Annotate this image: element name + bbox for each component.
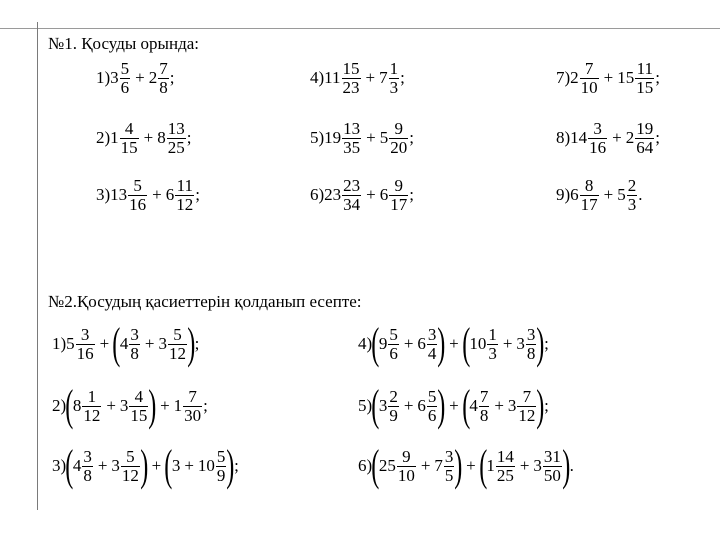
whole: 15	[617, 68, 635, 88]
plus-sign: +	[366, 128, 376, 148]
terminator: ;	[409, 128, 414, 148]
numerator: 7	[479, 386, 489, 406]
plus-sign: +	[143, 128, 154, 148]
numerator: 3	[80, 324, 90, 344]
whole: 5	[66, 334, 75, 353]
fraction	[129, 326, 140, 363]
denominator: 30	[184, 405, 202, 425]
fraction	[342, 60, 361, 97]
fraction	[120, 60, 131, 97]
fraction	[526, 326, 537, 363]
fraction	[389, 120, 408, 157]
numerator: 1	[87, 386, 97, 406]
mixed-number	[380, 120, 410, 157]
fraction	[479, 388, 490, 425]
mixed-number	[516, 326, 537, 363]
item-label: 4)	[310, 68, 325, 88]
right-paren: )	[437, 381, 446, 430]
numerator: 11	[176, 176, 193, 195]
whole: 2	[570, 68, 579, 88]
plus-sign: +	[106, 396, 116, 415]
fraction	[580, 60, 599, 97]
left-paren: (	[461, 319, 471, 368]
mixed-number	[469, 388, 490, 425]
mixed-number	[120, 388, 150, 425]
left-paren: (	[371, 319, 380, 368]
fraction	[588, 120, 607, 157]
whole: 3	[111, 456, 120, 475]
denominator: 35	[343, 137, 361, 157]
terminator: ;	[544, 396, 549, 415]
plus-sign: +	[519, 456, 530, 475]
whole: 3	[516, 334, 525, 353]
ex1-item-9	[556, 177, 643, 214]
whole: 10	[469, 334, 487, 353]
ex2-item-3	[52, 441, 239, 490]
terminator: .	[569, 456, 574, 475]
left-paren: (	[371, 441, 380, 490]
whole: 3	[158, 334, 168, 353]
numerator: 7	[584, 59, 594, 78]
fraction	[543, 448, 562, 485]
mixed-number	[379, 388, 400, 425]
numerator: 13	[167, 119, 185, 138]
mixed-number	[417, 326, 438, 363]
numerator: 5	[216, 446, 226, 466]
denominator: 12	[518, 405, 536, 425]
left-paren: (	[478, 441, 488, 490]
fraction	[389, 60, 400, 97]
mixed-number	[434, 448, 455, 485]
denominator: 8	[130, 343, 139, 363]
terminator: ;	[655, 68, 660, 88]
denominator: 3	[389, 77, 399, 97]
item-label: 7)	[556, 68, 571, 88]
mixed-number	[120, 326, 141, 363]
plus-sign: +	[420, 456, 431, 475]
mixed-number	[379, 448, 417, 485]
mixed-number	[159, 326, 189, 363]
numerator: 7	[159, 59, 168, 78]
mixed-number	[533, 448, 563, 485]
numerator: 14	[496, 446, 514, 466]
right-paren: )	[536, 319, 545, 368]
terminator: ;	[186, 128, 192, 148]
denominator: 25	[496, 465, 514, 485]
whole: 5	[617, 185, 626, 205]
whole: 8	[157, 128, 166, 148]
item-label: 5)	[358, 396, 373, 415]
item-label: 4)	[358, 334, 373, 353]
exercise-1-heading: №1. Қосуды орында:	[48, 34, 199, 53]
ex2-item-2	[52, 381, 208, 430]
item-label: 1)	[52, 334, 67, 353]
mixed-number	[570, 177, 600, 214]
denominator: 6	[389, 343, 398, 363]
mixed-number	[111, 448, 141, 485]
fraction	[175, 177, 194, 214]
right-paren: )	[140, 441, 149, 490]
numerator: 3	[130, 324, 139, 344]
terminator: ;	[234, 456, 239, 475]
numerator: 3	[444, 446, 454, 466]
ex1-item-6	[310, 177, 414, 214]
whole: 25	[378, 456, 396, 475]
mixed-number	[324, 60, 361, 97]
fraction	[342, 177, 361, 214]
mixed-number	[570, 120, 608, 157]
mixed-number	[379, 326, 400, 363]
denominator: 8	[479, 405, 489, 425]
ex1-item-1	[96, 60, 175, 97]
mixed-number	[380, 177, 410, 214]
whole: 1	[110, 128, 119, 148]
numerator: 19	[636, 119, 654, 138]
whole: 7	[379, 68, 388, 88]
mixed-number	[73, 448, 94, 485]
item-label: 8)	[556, 128, 571, 148]
denominator: 12	[169, 343, 187, 363]
numerator: 4	[134, 386, 144, 406]
ex1-item-7	[556, 60, 660, 97]
denominator: 8	[159, 77, 168, 97]
plus-sign: +	[144, 334, 155, 353]
item-label: 6)	[358, 456, 373, 475]
numerator: 2	[627, 176, 637, 195]
right-paren: )	[148, 381, 157, 430]
denominator: 12	[176, 194, 194, 214]
plus-sign: +	[403, 396, 414, 415]
exercise-2-heading: №2.Қосудың қасиеттерін қолданып есепте:	[48, 292, 362, 311]
fraction	[635, 60, 654, 97]
plus-sign: +	[403, 334, 414, 353]
terminator: ;	[194, 334, 200, 353]
left-paren: (	[164, 441, 173, 490]
fraction	[128, 177, 147, 214]
denominator: 12	[83, 405, 101, 425]
numerator: 1	[389, 59, 399, 78]
mixed-number	[110, 120, 140, 157]
denominator: 10	[580, 77, 598, 97]
mixed-number	[617, 177, 638, 214]
mixed-number	[417, 388, 438, 425]
ex1-item-2	[96, 120, 192, 157]
mixed-number	[617, 60, 655, 97]
whole: 10	[197, 456, 215, 475]
numerator: 3	[526, 324, 536, 344]
mixed-number	[570, 60, 600, 97]
mixed-number	[626, 120, 656, 157]
denominator: 34	[343, 194, 361, 214]
denominator: 23	[342, 77, 360, 97]
numerator: 31	[543, 446, 561, 466]
whole: 3	[110, 68, 119, 88]
denominator: 15	[120, 137, 138, 157]
plus-sign: +	[160, 396, 170, 415]
fraction	[397, 448, 416, 485]
denominator: 10	[397, 465, 415, 485]
plus-sign: +	[494, 396, 504, 415]
whole: 1	[486, 456, 495, 475]
numerator: 5	[389, 324, 398, 344]
whole: 8	[72, 396, 82, 415]
denominator: 15	[130, 405, 148, 425]
left-paren: (	[461, 381, 471, 430]
mixed-number	[469, 326, 499, 363]
numerator: 7	[522, 386, 532, 406]
mixed-number	[486, 448, 516, 485]
mixed-number	[198, 448, 228, 485]
fraction	[216, 448, 227, 485]
ex2-item-6	[358, 441, 574, 490]
denominator: 64	[636, 137, 654, 157]
ex2-item-4	[358, 319, 549, 368]
numerator: 23	[343, 176, 361, 195]
right-paren: )	[454, 441, 463, 490]
fraction	[389, 177, 408, 214]
ex1-item-8	[556, 120, 660, 157]
item-label: 6)	[310, 185, 325, 205]
plus-sign: +	[135, 68, 145, 88]
whole: 13	[110, 185, 128, 205]
fraction	[76, 326, 95, 363]
terminator: ;	[195, 185, 200, 205]
fraction	[120, 120, 139, 157]
fraction	[444, 448, 455, 485]
numerator: 15	[342, 59, 360, 78]
fraction	[388, 326, 399, 363]
ex1-item-5	[310, 120, 414, 157]
whole: 3	[507, 396, 517, 415]
terminator: ;	[400, 68, 405, 88]
plus-sign: +	[466, 456, 476, 475]
item-label: 3)	[52, 456, 67, 475]
whole: 2	[625, 128, 635, 148]
numerator: 9	[394, 176, 404, 195]
item-label: 2)	[96, 128, 111, 148]
fraction	[580, 177, 599, 214]
right-paren: )	[536, 381, 545, 430]
plus-sign: +	[365, 68, 376, 88]
plus-sign: +	[603, 68, 614, 88]
numerator: 3	[83, 446, 92, 466]
denominator: 20	[390, 137, 408, 157]
left-paren: (	[371, 381, 380, 430]
numerator: 5	[120, 59, 130, 78]
whole: 7	[434, 456, 443, 475]
numerator: 3	[427, 324, 437, 344]
numerator: 5	[126, 446, 135, 466]
fraction	[427, 388, 438, 425]
plus-sign: +	[151, 456, 162, 475]
whole: 3	[378, 396, 388, 415]
ex1-item-3	[96, 177, 200, 214]
mixed-number	[110, 60, 131, 97]
fraction	[121, 448, 140, 485]
mixed-number	[324, 120, 362, 157]
whole: 2	[148, 68, 158, 88]
fraction	[342, 120, 361, 157]
whole: 4	[72, 456, 82, 475]
ex2-item-1	[52, 319, 200, 368]
numerator: 5	[173, 324, 182, 344]
plus-sign: +	[152, 185, 162, 205]
terminator: ;	[544, 334, 549, 353]
item-label: 3)	[96, 185, 111, 205]
plus-sign: +	[612, 128, 622, 148]
whole: 23	[324, 185, 342, 205]
denominator: 3	[488, 343, 497, 363]
top-rule	[0, 28, 720, 29]
denominator: 25	[167, 137, 185, 157]
item-label: 9)	[556, 185, 571, 205]
right-paren: )	[226, 441, 235, 490]
whole: 6	[165, 185, 175, 205]
whole: 6	[379, 185, 389, 205]
whole: 6	[570, 185, 579, 205]
whole-number: 3	[171, 456, 181, 475]
fraction	[517, 388, 536, 425]
left-paren: (	[65, 381, 74, 430]
whole: 3	[119, 396, 129, 415]
numerator: 11	[636, 59, 653, 78]
whole: 11	[324, 68, 341, 88]
plus-sign: +	[449, 396, 459, 415]
terminator: ;	[169, 68, 175, 88]
mixed-number	[174, 388, 204, 425]
denominator: 8	[83, 465, 92, 485]
denominator: 5	[444, 465, 454, 485]
whole: 19	[324, 128, 342, 148]
whole: 6	[417, 396, 426, 415]
denominator: 16	[76, 343, 94, 363]
numerator: 8	[584, 176, 594, 195]
left-paren: (	[65, 441, 74, 490]
whole: 1	[173, 396, 183, 415]
fraction	[167, 120, 186, 157]
item-label: 2)	[52, 396, 67, 415]
denominator: 6	[120, 77, 130, 97]
numerator: 1	[488, 324, 497, 344]
left-margin-rule	[37, 22, 38, 510]
numerator: 5	[427, 386, 437, 406]
whole: 6	[417, 334, 426, 353]
denominator: 17	[390, 194, 408, 214]
ex2-item-5	[358, 381, 549, 430]
denominator: 3	[627, 194, 637, 214]
numerator: 4	[124, 119, 134, 138]
item-label: 1)	[96, 68, 111, 88]
denominator: 15	[636, 77, 654, 97]
plus-sign: +	[449, 334, 459, 353]
fraction	[168, 326, 187, 363]
fraction	[158, 60, 169, 97]
fraction	[183, 388, 202, 425]
whole: 4	[119, 334, 129, 353]
mixed-number	[157, 120, 187, 157]
denominator: 8	[526, 343, 536, 363]
mixed-number	[166, 177, 196, 214]
numerator: 2	[389, 386, 398, 406]
denominator: 50	[543, 465, 561, 485]
whole: 4	[469, 396, 478, 415]
right-paren: )	[437, 319, 446, 368]
plus-sign: +	[502, 334, 513, 353]
numerator: 5	[133, 176, 142, 195]
denominator: 16	[129, 194, 147, 214]
plus-sign: +	[184, 456, 194, 475]
denominator: 6	[427, 405, 437, 425]
mixed-number	[508, 388, 538, 425]
denominator: 9	[216, 465, 226, 485]
fraction	[82, 388, 101, 425]
numerator: 7	[188, 386, 197, 406]
terminator: ;	[655, 128, 660, 148]
fraction	[496, 448, 515, 485]
mixed-number	[66, 326, 96, 363]
plus-sign: +	[366, 185, 376, 205]
denominator: 16	[589, 137, 607, 157]
fraction	[388, 388, 399, 425]
left-paren: (	[112, 319, 121, 368]
terminator: ;	[409, 185, 414, 205]
mixed-number	[110, 177, 148, 214]
ex1-item-4	[310, 60, 405, 97]
denominator: 17	[580, 194, 598, 214]
denominator: 12	[121, 465, 139, 485]
right-paren: )	[187, 319, 196, 368]
fraction	[635, 120, 654, 157]
terminator: ;	[203, 396, 208, 415]
fraction	[487, 326, 498, 363]
whole: 9	[378, 334, 388, 353]
numerator: 13	[343, 119, 361, 138]
whole: 14	[570, 128, 588, 148]
whole: 3	[533, 456, 542, 475]
mixed-number	[379, 60, 400, 97]
plus-sign: +	[97, 456, 108, 475]
right-paren: )	[562, 441, 571, 490]
fraction	[82, 448, 93, 485]
numerator: 3	[593, 119, 602, 138]
plus-sign: +	[99, 334, 110, 353]
mixed-number	[324, 177, 362, 214]
fraction	[627, 177, 638, 214]
fraction	[427, 326, 438, 363]
denominator: 4	[427, 343, 437, 363]
mixed-number	[73, 388, 103, 425]
fraction	[129, 388, 148, 425]
mixed-number	[149, 60, 170, 97]
item-label: 5)	[310, 128, 325, 148]
plus-sign: +	[603, 185, 614, 205]
terminator: .	[638, 185, 643, 205]
whole: 5	[379, 128, 389, 148]
numerator: 9	[402, 446, 411, 466]
denominator: 9	[389, 405, 398, 425]
numerator: 9	[394, 119, 404, 138]
